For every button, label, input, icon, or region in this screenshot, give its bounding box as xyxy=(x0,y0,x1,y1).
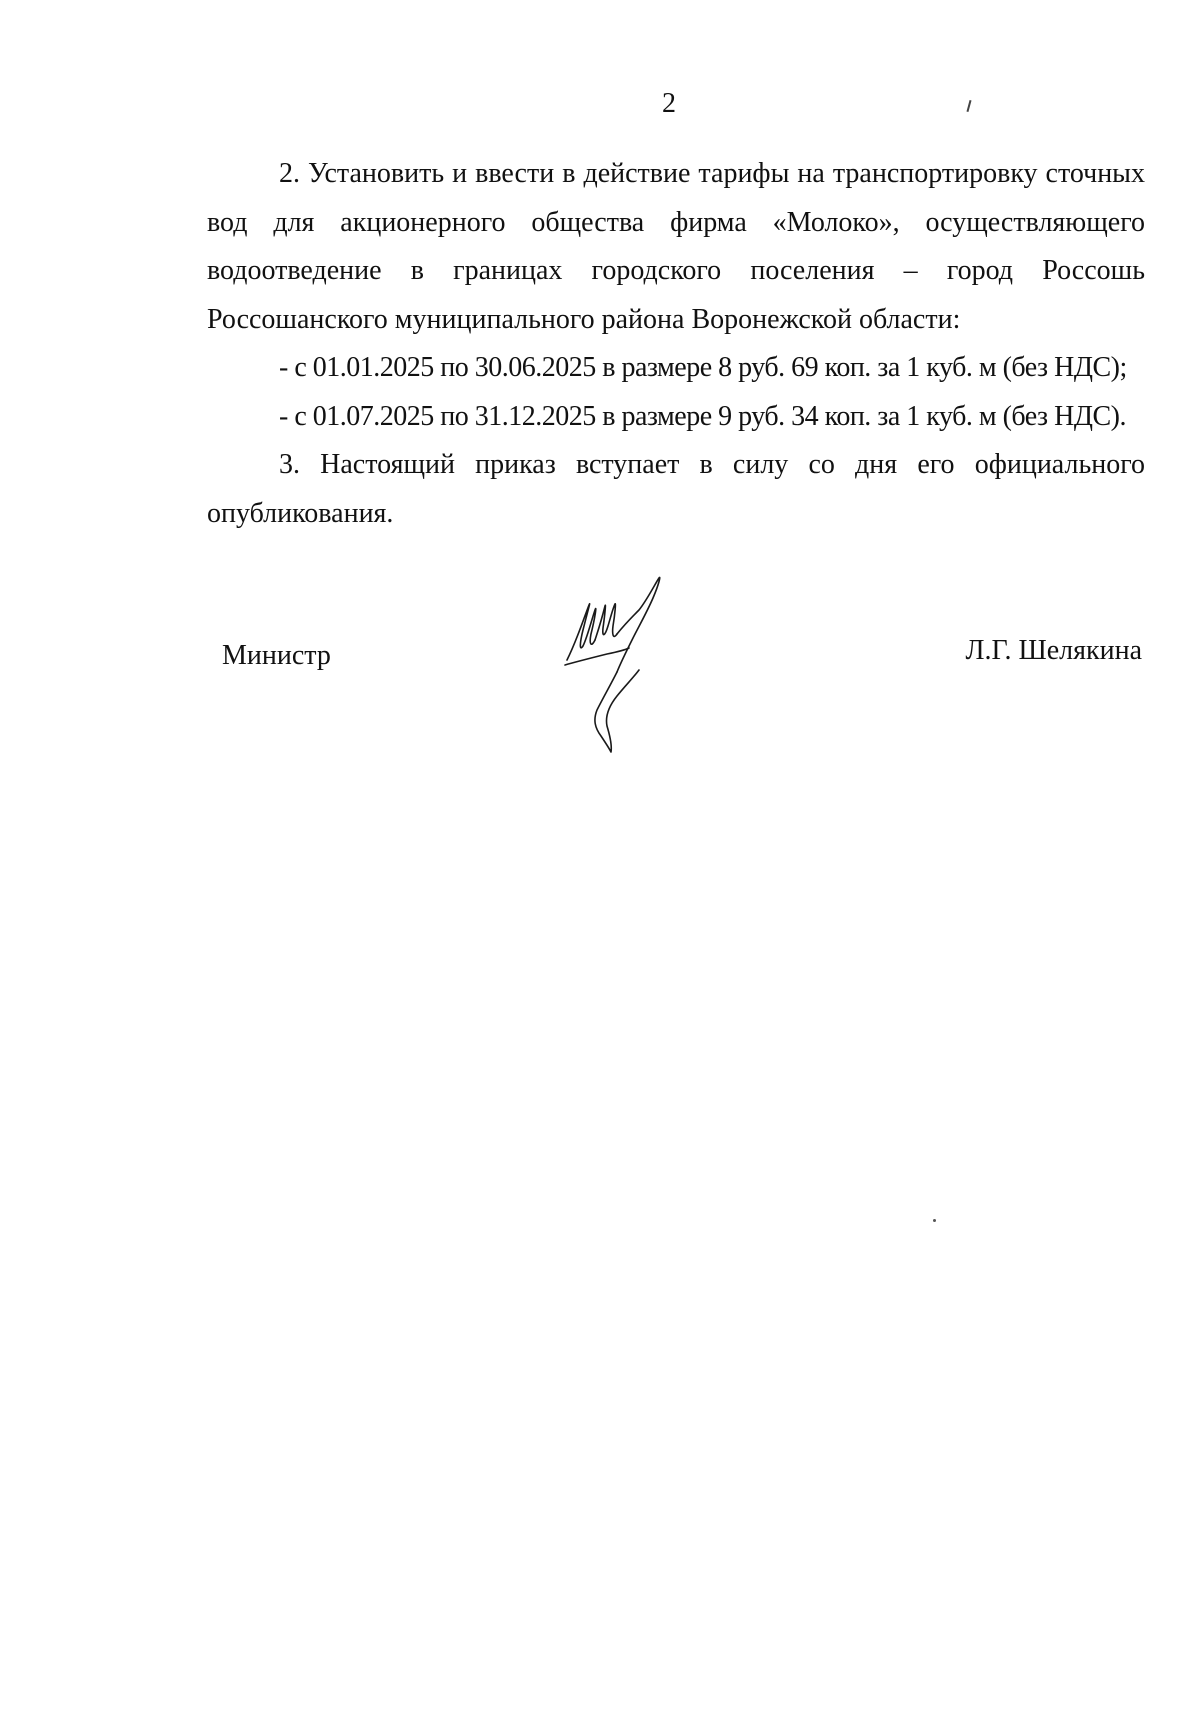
scan-speck xyxy=(933,1219,936,1222)
signatory-title: Министр xyxy=(222,640,331,671)
document-body xyxy=(207,150,1145,538)
handwritten-signature xyxy=(555,570,695,755)
tariff-rate-first-half: - с 01.01.2025 по 30.06.2025 в размере 8 руб. 69 коп. за 1 куб. м (без НДС); xyxy=(279,352,1127,383)
paragraph-3: 3. Настоящий приказ вступает в силу со дня его официального опубликования. xyxy=(207,449,1145,529)
scan-mark xyxy=(966,100,971,112)
tariff-rate-second-half: - с 01.07.2025 по 31.12.2025 в размере 9 руб. 34 коп. за 1 куб. м (без НДС). xyxy=(279,400,1126,432)
paragraph-2: 2. Установить и ввести в действие тарифы на транспортировку сточных вод для акционерного общества фирма «Молоко», осуществляющего водоотведение в границах городского поселения – город Россошь Россошанского муниципального района Воронежской области: xyxy=(207,158,1145,335)
page-number: 2 xyxy=(662,88,676,119)
signatory-name: Л.Г. Шелякина xyxy=(965,635,1142,666)
